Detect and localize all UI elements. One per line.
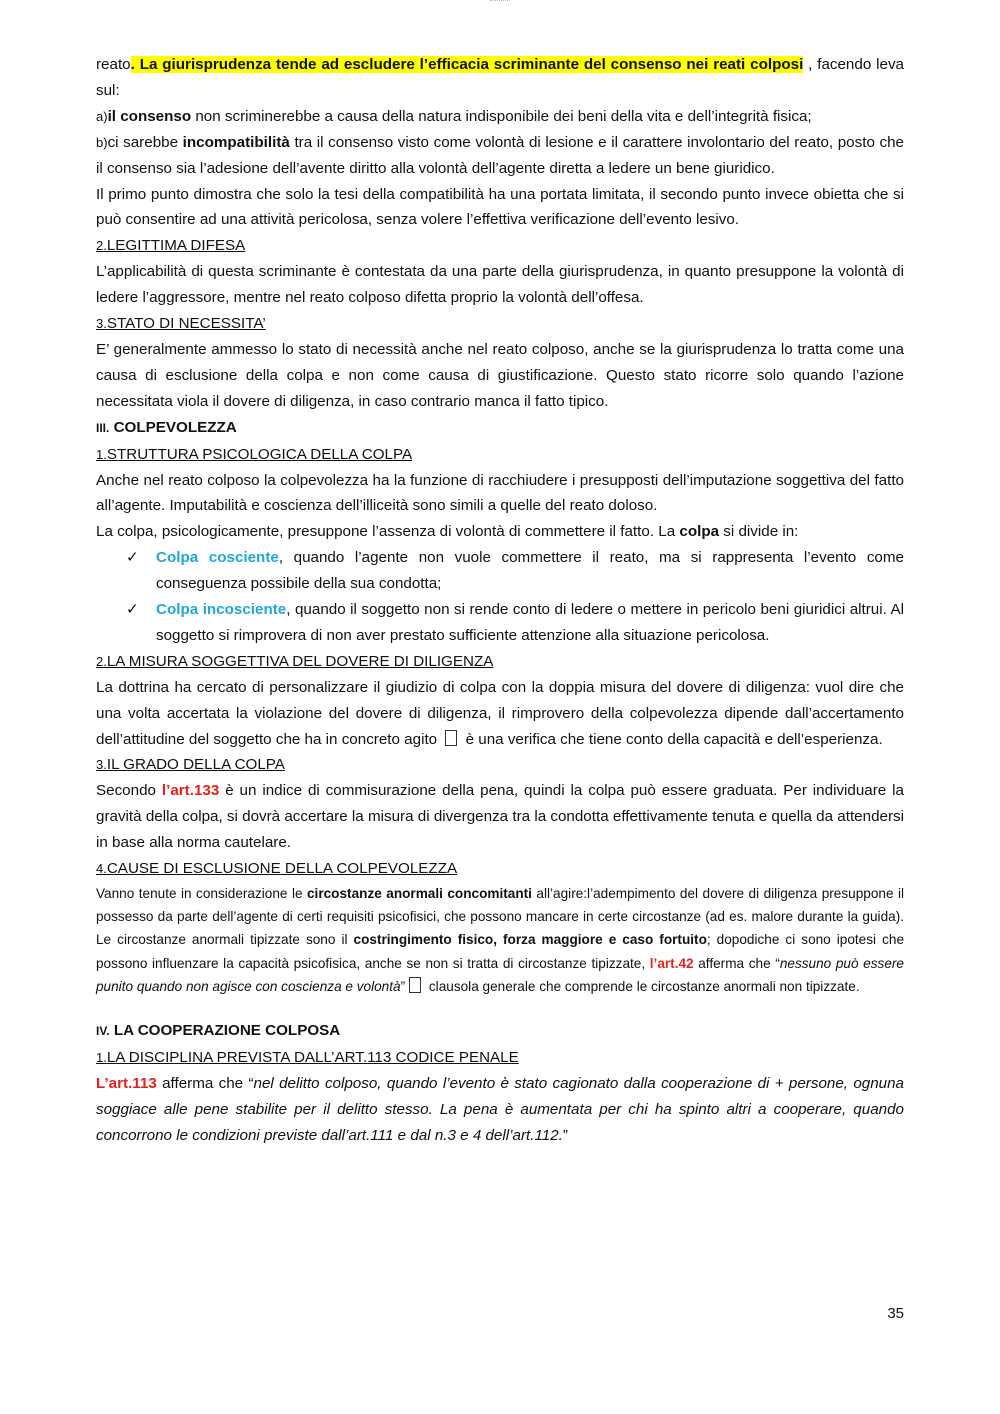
paragraph-misura-soggettiva: La dottrina ha cercato di personalizzare il giudizio di colpa con la doppia misura del dovere di diligenza: vuol dire che una volta accertata la violazione del dovere di diligenza, il rimprovero della colpevolezza dipende dall’accertamento dell’attitudine del soggetto che ha in concreto agito è una verifica che tiene conto della capacità e dell’esperienza. <box>96 678 904 748</box>
heading-legittima-difesa: 2.LEGITTIMA DIFESA <box>96 237 246 255</box>
paragraph-cause-esclusione: Vanno tenute in considerazione le circostanze anormali concomitanti all’agire:l’adempimento del dovere di diligenza presuppone il possesso da parte dell’agente di certi requisiti psicofisici, che possono mancare in certe circostanze (ad es. malore durante la guida). Le circostanze anormali tipizzate sono il costringimento fisico, forza maggiore e caso fortuito; dopodiche ci sono ipotesi che possono influenzare la capacità psicofisica, anche se non si tratta di circostanze tipizzate, l’art.42 afferma che “nessuno può essere punito quando non agisce con coscienza e volontà” clausola generale che comprende le circostanze anormali non tipizzate. <box>96 886 904 994</box>
heading-struttura-psicologica: 1.STRUTTURA PSICOLOGICA DELLA COLPA <box>96 445 413 463</box>
check-icon: ✓ <box>126 549 139 567</box>
list-item: ✓ Colpa cosciente, quando l’agente non vuole commettere il reato, ma si rappresenta l’evento come conseguenza possibile della sua condotta; <box>156 545 904 597</box>
heading-cooperazione-colposa: IV. LA COOPERAZIONE COLPOSA <box>96 1022 341 1040</box>
paragraph-legittima-difesa: L’applicabilità di questa scriminante è contestata da una parte della giurisprudenza, in quanto presuppone la volontà di ledere l’aggressore, mentre nel reato colposo difetta proprio la volontà dell’offesa. <box>96 263 904 307</box>
paragraph-art113: L’art.113 afferma che “nel delitto colposo, quando l’evento è stato cagionato dalla cooperazione di + persone, ognuna soggiace alle pene stabilite per il delitto stesso. La pena è aumentata per chi ha spinto altri a cooperare, quando concorrono le condizioni previste dall’art.111 e dal n.3 e 4 dell’art.112.” <box>96 1074 904 1144</box>
list-item-b: b)ci sarebbe incompatibilità tra il consenso visto come volontà di lesione e il carattere involontario del reato, posto che il consenso sia l’adesione dell’avente diritto alla volontà dell’agente diretta a ledere un bene giuridico. <box>96 133 904 177</box>
paragraph-stato-necessita: E’ generalmente ammesso lo stato di necessità anche nel reato colposo, anche se la giurisprudenza lo tratta come una causa di esclusione della colpa e non come causa di giustificazione. Questo stato ricorre solo quando l’azione necessitata viola il dovere di diligenza, in caso contrario manca il fatto tipico. <box>96 340 904 410</box>
document-page <box>96 52 904 1149</box>
page-number: 35 <box>887 1305 904 1322</box>
list-item-a: a)il consenso non scriminerebbe a causa della natura indisponibile dei beni della vita e dell’integrità fisica; <box>96 107 812 125</box>
heading-disciplina-art113: 1.LA DISCIPLINA PREVISTA DALL’ART.113 CODICE PENALE <box>96 1048 519 1066</box>
paragraph-struttura: Anche nel reato colposo la colpevolezza ha la funzione di racchiudere i presupposti dell’imputazione soggettiva del fatto all’agente. Imputabilità e coscienza dell’illiceità sono simili a quelle del reato doloso. <box>96 471 904 515</box>
list-item: ✓ Colpa incosciente, quando il soggetto non si rende conto di ledere o mettere in pericolo beni giuridici altrui. Al soggetto si rimprovera di non aver prestato sufficiente attenzione alla situazione pericolosa. <box>156 597 904 649</box>
paragraph-colpa-divisione: La colpa, psicologicamente, presuppone l’assenza di volontà di commettere il fatto. La colpa si divide in: <box>96 523 799 541</box>
heading-cause-esclusione: 4.CAUSE DI ESCLUSIONE DELLA COLPEVOLEZZA <box>96 860 458 878</box>
arrow-placeholder-icon <box>409 977 421 993</box>
heading-colpevolezza: III. COLPEVOLEZZA <box>96 418 237 436</box>
heading-misura-soggettiva: 2.LA MISURA SOGGETTIVA DEL DOVERE DI DILIGENZA <box>96 652 494 670</box>
paragraph-grado-colpa: Secondo l’art.133 è un indice di commisurazione della pena, quindi la colpa può essere graduata. Per individuare la gravità della colpa, si dovrà accertare la misura di divergenza tra la condotta effettivamente tenuta e quella da attendersi in base alla norma cautelare. <box>96 782 904 852</box>
arrow-placeholder-icon <box>445 730 457 746</box>
paragraph-compatibilita: Il primo punto dimostra che solo la tesi della compatibilità ha una portata limitata, il secondo punto invece obietta che si può consentire ad una attività pericolosa, senza volere l’effettiva verificazione dell’evento lesivo. <box>96 185 904 229</box>
highlighted-text: . La giurisprudenza tende ad escludere l’efficacia scriminante del consenso nei reati colposi <box>130 56 804 73</box>
paragraph-consenso-intro: reato. La giurisprudenza tende ad escludere l’efficacia scriminante del consenso nei reati colposi , facendo leva sul: <box>96 56 904 99</box>
check-icon: ✓ <box>126 601 139 619</box>
colpa-types-list <box>96 545 904 649</box>
header-mark <box>490 0 510 4</box>
heading-grado-colpa: 3.IL GRADO DELLA COLPA <box>96 756 285 774</box>
heading-stato-necessita: 3.STATO DI NECESSITA’ <box>96 315 266 333</box>
